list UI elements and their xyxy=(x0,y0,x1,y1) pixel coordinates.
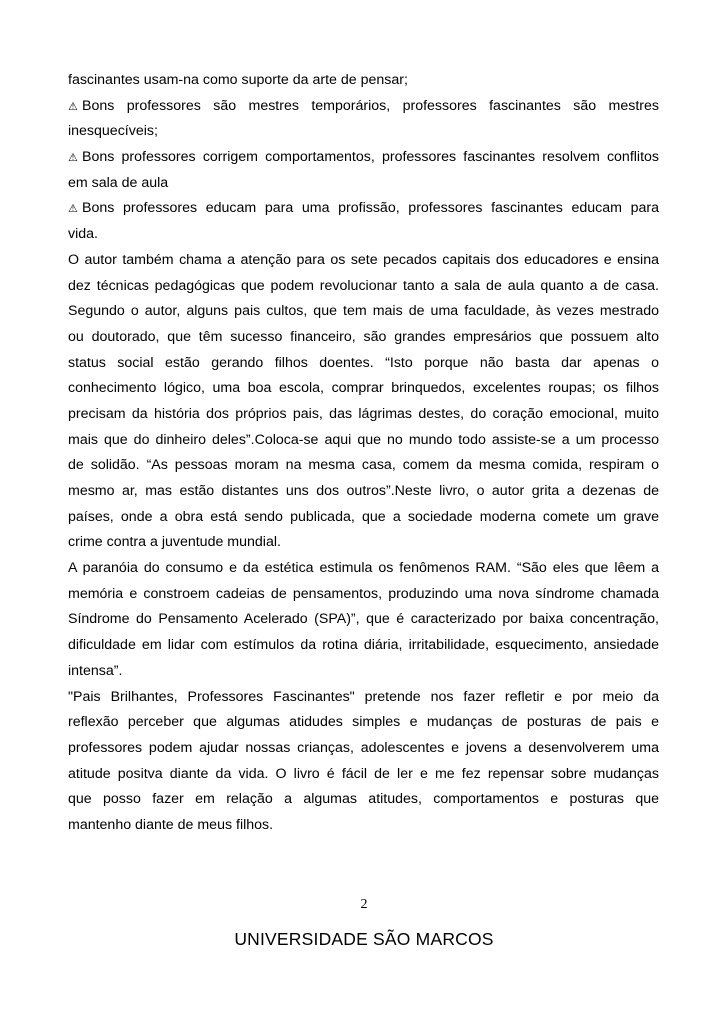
text-line: inesquecíveis; xyxy=(68,123,158,140)
bullet-item xyxy=(68,94,659,120)
text-line: O autor também chama a atenção para os sete pecados capitais dos educadores e ensina xyxy=(68,251,659,268)
text-line: precisam da história dos próprios pais, das lágrimas destes, do coração emocional, muito xyxy=(68,405,659,422)
text-line: mesmo ar, mas estão distantes uns dos outros”.Neste livro, o autor grita a dezenas de xyxy=(68,483,659,499)
text-line: vida. xyxy=(68,226,98,243)
text-line: ou doutorado, que têm sucesso financeiro, são grandes empresários que possuem alto xyxy=(68,328,659,345)
bullet-item xyxy=(68,196,659,222)
text-line: memória e constroem cadeias de pensamentos, produzindo uma nova síndrome chamada xyxy=(68,585,659,602)
text-line: reflexão perceber que algumas atidudes simples e mudanças de posturas de pais e xyxy=(68,714,659,731)
text-line: mantenho diante de meus filhos. xyxy=(68,816,274,833)
text-line: A paranóia do consumo e da estética estimula os fenômenos RAM. “São eles que lêem a xyxy=(68,560,659,577)
bullet-item xyxy=(68,145,659,171)
text-line: de solidão. “As pessoas moram na mesma casa, comem da mesma comida, respiram o xyxy=(68,457,659,474)
footer-institution: UNIVERSIDADE SÃO MARCOS xyxy=(234,929,494,949)
text-line: Síndrome do Pensamento Acelerado (SPA)”, que é caracterizado por baixa concentração, xyxy=(68,611,659,628)
text-line: em sala de aula xyxy=(68,174,169,191)
body-text xyxy=(68,68,659,839)
text-line: dificuldade em lidar com estímulos da rotina diária, irritabilidade, esquecimento, ansiedade xyxy=(68,637,659,654)
text-line: países, onde a obra está sendo publicada, que a sociedade moderna comete um grave xyxy=(68,508,659,525)
bullet-text: Bons professores corrigem comportamentos, professores fascinantes resolvem conflitos xyxy=(82,149,659,166)
text-line: fascinantes usam-na como suporte da arte de pensar; xyxy=(68,72,408,88)
text-line: intensa”. xyxy=(68,662,123,679)
text-line: professores podem ajudar nossas crianças, adolescentes e jovens a desenvolverem uma xyxy=(68,739,659,756)
text-line: "Pais Brilhantes, Professores Fascinantes" pretende nos fazer refletir e por meio da xyxy=(68,688,659,705)
bullet-text: Bons professores são mestres temporários, professores fascinantes são mestres xyxy=(82,97,659,114)
text-line: dez técnicas pedagógicas que podem revolucionar tanto a sala de aula quanto a de casa. xyxy=(68,277,659,294)
text-line: atitude positva diante da vida. O livro é fácil de ler e me fez repensar sobre mudanças xyxy=(68,765,659,782)
bullet-text: Bons professores educam para uma profissão, professores fascinantes educam para xyxy=(82,200,659,217)
text-line: Segundo o autor, alguns pais cultos, que tem mais de uma faculdade, às vezes mestrado xyxy=(68,303,659,320)
warning-bullet-icon: ⚠ xyxy=(68,100,78,113)
text-line: mais que do dinheiro deles”.Coloca-se aqui que no mundo todo assiste-se a um processo xyxy=(68,431,659,448)
text-line: conhecimento lógico, uma boa escola, comprar brinquedos, excelentes roupas; os filhos xyxy=(68,380,659,397)
text-line: crime contra a juventude mundial. xyxy=(68,534,281,551)
warning-bullet-icon: ⚠ xyxy=(68,203,78,216)
text-line: status social estão gerando filhos doentes. “Isto porque não basta dar apenas o xyxy=(68,354,659,371)
warning-bullet-icon: ⚠ xyxy=(68,152,78,165)
page-number: 2 xyxy=(360,897,368,912)
text-line: que posso fazer em relação a algumas atitudes, comportamentos e posturas que xyxy=(68,791,659,808)
